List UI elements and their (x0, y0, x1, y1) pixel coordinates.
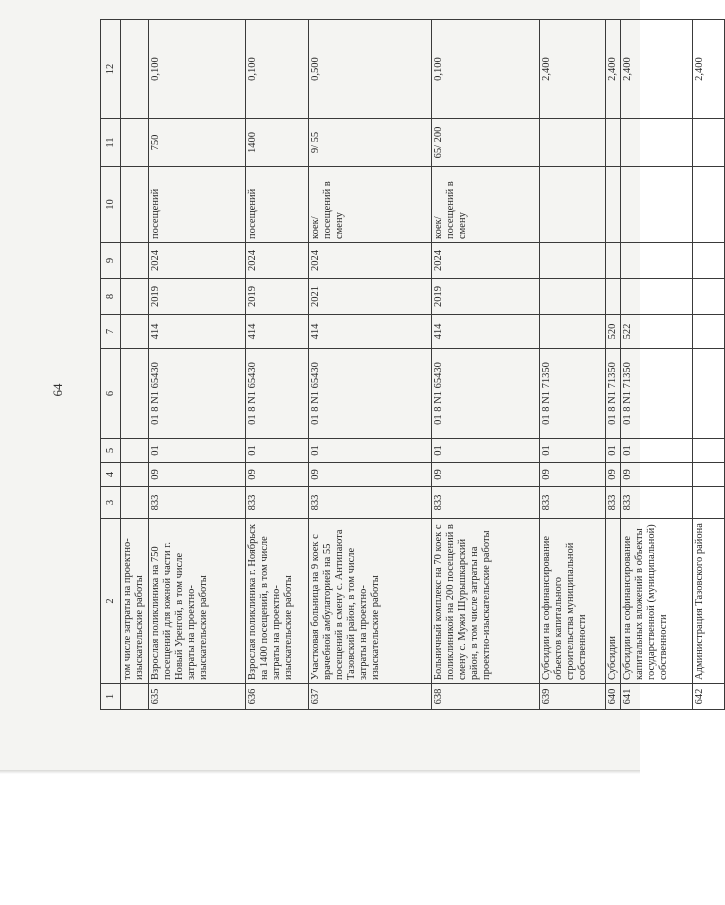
end-year-cell (621, 243, 693, 279)
code-expense-type-cell: 522 (621, 315, 693, 349)
start-year-cell (621, 279, 693, 315)
column-header: 7 (101, 315, 121, 349)
amount-cell: 2,400 (540, 20, 606, 119)
table-row (606, 20, 621, 710)
amount-cell (121, 20, 149, 119)
code-target-article-cell (121, 349, 149, 439)
start-year-cell: 2021 (309, 279, 432, 315)
start-year-cell (606, 279, 621, 315)
capacity-unit-cell: посещений (149, 167, 246, 243)
table-row (432, 20, 540, 710)
capacity-unit-cell: коек/ посещений в смену (432, 167, 540, 243)
start-year-cell: 2019 (149, 279, 246, 315)
code-subsection-cell: 01 (246, 439, 309, 463)
capacity-value-cell: 750 (149, 119, 246, 167)
capacity-value-cell: 1400 (246, 119, 309, 167)
end-year-cell: 2024 (246, 243, 309, 279)
table-row (540, 20, 606, 710)
capacity-unit-cell (121, 167, 149, 243)
code-target-article-cell: 01 8 N1 71350 (540, 349, 606, 439)
item-name-cell: Больничный комплекс на 70 коек с поликлиникой на 200 посещений в смену с. Мужи Шурышкарский район, в том числе затраты на проектно-изыскательские работы (432, 519, 540, 684)
amount-cell: 0,100 (149, 20, 246, 119)
code-expense-type-cell (693, 315, 725, 349)
code-ministry-cell: 833 (540, 487, 606, 519)
column-header: 4 (101, 463, 121, 487)
row-number-cell: 636 (246, 684, 309, 710)
code-section-cell (121, 463, 149, 487)
code-ministry-cell: 833 (621, 487, 693, 519)
end-year-cell: 2024 (309, 243, 432, 279)
table-row (693, 20, 725, 710)
row-number-cell: 637 (309, 684, 432, 710)
end-year-cell (693, 243, 725, 279)
column-header: 6 (101, 349, 121, 439)
code-ministry-cell: 833 (246, 487, 309, 519)
table-row (149, 20, 246, 710)
code-section-cell: 09 (621, 463, 693, 487)
code-expense-type-cell: 414 (246, 315, 309, 349)
amount-cell: 0,500 (309, 20, 432, 119)
amount-cell: 2,400 (693, 20, 725, 119)
item-name-cell: Взрослая поликлиника на 750 посещений для южной части г. Новый Уренгой, в том числе затраты на проектно-изыскательские работы (149, 519, 246, 684)
code-subsection-cell: 01 (149, 439, 246, 463)
column-header: 9 (101, 243, 121, 279)
start-year-cell: 2019 (246, 279, 309, 315)
row-number-cell: 642 (693, 684, 725, 710)
item-name-cell: Субсидии (606, 519, 621, 684)
code-expense-type-cell (540, 315, 606, 349)
capacity-value-cell (621, 119, 693, 167)
code-section-cell: 09 (606, 463, 621, 487)
column-header: 5 (101, 439, 121, 463)
code-subsection-cell: 01 (309, 439, 432, 463)
rotated-table-container (100, 20, 705, 710)
capacity-unit-cell (606, 167, 621, 243)
row-number-cell: 635 (149, 684, 246, 710)
capacity-value-cell: 65/ 200 (432, 119, 540, 167)
column-header: 3 (101, 487, 121, 519)
item-name-cell: Взрослая поликлиника г. Ноябрьск на 1400 посещений, в том числе затраты на проектно-изыскательские работы (246, 519, 309, 684)
item-name-cell: Участковая больница на 9 коек с врачебной амбулаторией на 55 посещений в смену с. Антипаюта Тазовский район, в том числе затраты на проектно-изыскательские работы (309, 519, 432, 684)
code-target-article-cell: 01 8 N1 65430 (246, 349, 309, 439)
code-subsection-cell: 01 (621, 439, 693, 463)
row-number-cell (121, 684, 149, 710)
capacity-value-cell: 9/ 55 (309, 119, 432, 167)
item-name-cell: Субсидии на софинансирование капитальных вложений в объекты государственной (муниципальной) собственности (621, 519, 693, 684)
row-number-cell: 639 (540, 684, 606, 710)
amount-cell: 2,400 (606, 20, 621, 119)
end-year-cell (606, 243, 621, 279)
row-number-cell: 640 (606, 684, 621, 710)
code-subsection-cell (693, 439, 725, 463)
code-expense-type-cell: 414 (432, 315, 540, 349)
row-number-cell: 638 (432, 684, 540, 710)
column-header: 2 (101, 519, 121, 684)
end-year-cell: 2024 (149, 243, 246, 279)
column-header: 10 (101, 167, 121, 243)
capacity-unit-cell (621, 167, 693, 243)
code-expense-type-cell: 414 (309, 315, 432, 349)
table-row (621, 20, 693, 710)
capacity-unit-cell (693, 167, 725, 243)
capacity-value-cell (606, 119, 621, 167)
start-year-cell (121, 279, 149, 315)
code-target-article-cell: 01 8 N1 65430 (149, 349, 246, 439)
column-header: 12 (101, 20, 121, 119)
table-row (246, 20, 309, 710)
code-expense-type-cell: 414 (149, 315, 246, 349)
code-target-article-cell: 01 8 N1 65430 (309, 349, 432, 439)
code-expense-type-cell: 520 (606, 315, 621, 349)
item-name-cell: Администрация Тазовского района (693, 519, 725, 684)
code-section-cell: 09 (149, 463, 246, 487)
capacity-unit-cell: коек/ посещений в смену (309, 167, 432, 243)
amount-cell: 0,100 (432, 20, 540, 119)
code-section-cell (693, 463, 725, 487)
end-year-cell (121, 243, 149, 279)
capacity-value-cell (693, 119, 725, 167)
budget-table (100, 19, 725, 710)
page-edge-shadow (0, 770, 640, 774)
end-year-cell: 2024 (432, 243, 540, 279)
code-ministry-cell (693, 487, 725, 519)
code-subsection-cell: 01 (606, 439, 621, 463)
capacity-unit-cell (540, 167, 606, 243)
end-year-cell (540, 243, 606, 279)
column-header: 1 (101, 684, 121, 710)
code-ministry-cell: 833 (432, 487, 540, 519)
start-year-cell: 2019 (432, 279, 540, 315)
code-ministry-cell: 833 (309, 487, 432, 519)
table-header-row (101, 20, 121, 710)
table-row (309, 20, 432, 710)
capacity-value-cell (540, 119, 606, 167)
table-row (121, 20, 149, 710)
row-number-cell: 641 (621, 684, 693, 710)
start-year-cell (693, 279, 725, 315)
capacity-value-cell (121, 119, 149, 167)
code-section-cell: 09 (246, 463, 309, 487)
code-section-cell: 09 (309, 463, 432, 487)
page-number: 64 (50, 383, 65, 397)
code-subsection-cell: 01 (540, 439, 606, 463)
code-target-article-cell: 01 8 N1 71350 (621, 349, 693, 439)
code-target-article-cell: 01 8 N1 65430 (432, 349, 540, 439)
code-expense-type-cell (121, 315, 149, 349)
code-ministry-cell: 833 (606, 487, 621, 519)
amount-cell: 2,400 (621, 20, 693, 119)
capacity-unit-cell: посещений (246, 167, 309, 243)
code-subsection-cell: 01 (432, 439, 540, 463)
code-target-article-cell (693, 349, 725, 439)
code-ministry-cell: 833 (149, 487, 246, 519)
amount-cell: 0,100 (246, 20, 309, 119)
item-name-cell: том числе затраты на проектно-изыскательские работы (121, 519, 149, 684)
code-subsection-cell (121, 439, 149, 463)
code-section-cell: 09 (540, 463, 606, 487)
code-ministry-cell (121, 487, 149, 519)
column-header: 11 (101, 119, 121, 167)
code-section-cell: 09 (432, 463, 540, 487)
item-name-cell: Субсидии на софинансирование объектов капитального строительства муниципальной собственности (540, 519, 606, 684)
column-header: 8 (101, 279, 121, 315)
start-year-cell (540, 279, 606, 315)
code-target-article-cell: 01 8 N1 71350 (606, 349, 621, 439)
